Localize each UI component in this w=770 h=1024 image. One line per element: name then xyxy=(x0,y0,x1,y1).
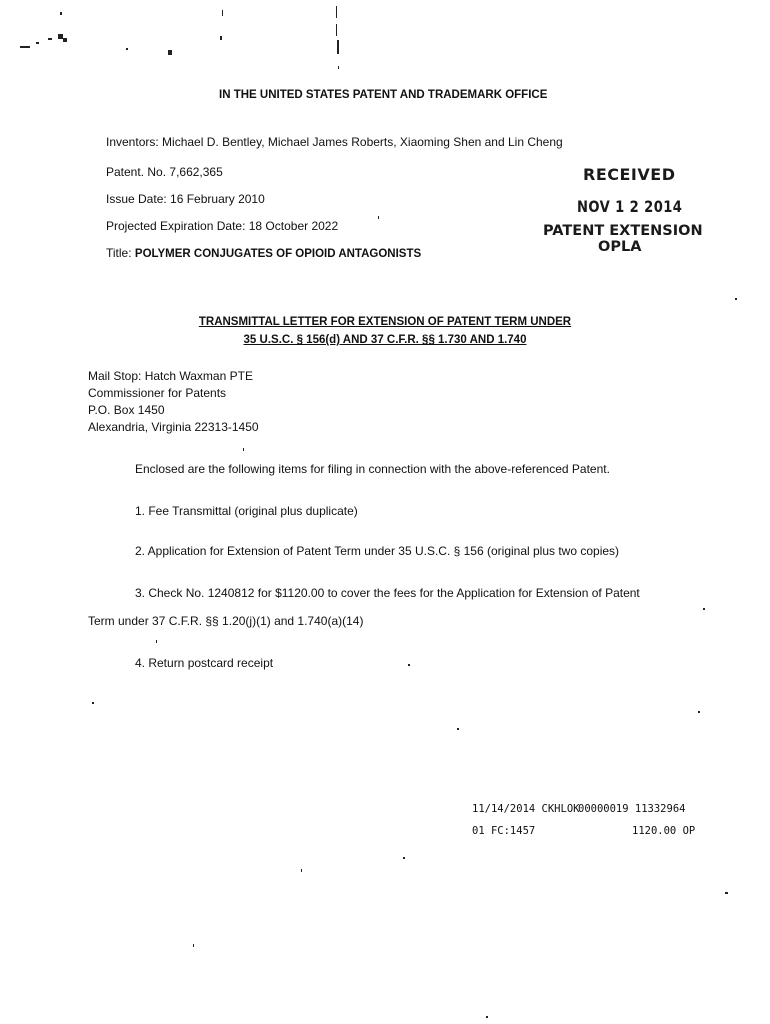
receipt-amount: 1120.00 OP xyxy=(632,825,696,837)
list-item-4: 4. Return postcard receipt xyxy=(135,656,274,670)
mailing-address xyxy=(88,368,259,436)
expiration-date-line xyxy=(106,219,338,233)
transmittal-heading-line2: 35 U.S.C. § 156(d) AND 37 C.F.R. §§ 1.730 AND 1.740 xyxy=(243,334,527,346)
issue-date-line xyxy=(106,192,265,206)
address-line: Mail Stop: Hatch Waxman PTE xyxy=(88,369,253,383)
issue-date-value: 16 February 2010 xyxy=(170,192,265,206)
inventors-value: Michael D. Bentley, Michael James Roberts, Xiaoming Shen and Lin Cheng xyxy=(162,135,563,149)
stamp-received: RECEIVED xyxy=(583,165,676,184)
office-header: IN THE UNITED STATES PATENT AND TRADEMARK OFFICE xyxy=(219,89,548,101)
intro-paragraph: Enclosed are the following items for filing in connection with the above-referenced Patent. xyxy=(135,462,610,476)
list-item-1: 1. Fee Transmittal (original plus duplicate) xyxy=(135,504,358,518)
title-line xyxy=(106,246,421,260)
list-item-2: 2. Application for Extension of Patent Term under 35 U.S.C. § 156 (original plus two copies) xyxy=(135,544,620,558)
inventors-label: Inventors: xyxy=(106,135,159,149)
expiration-date-value: 18 October 2022 xyxy=(248,219,339,233)
list-item-3: 3. Check No. 1240812 for $1120.00 to cover the fees for the Application for Extension of Patent xyxy=(135,586,640,600)
stamp-office: OPLA xyxy=(598,239,642,255)
receipt-date-code: 11/14/2014 CKHLOK xyxy=(472,803,580,815)
receipt-fee-code: 01 FC:1457 xyxy=(472,825,536,837)
expiration-date-label: Projected Expiration Date: xyxy=(106,219,246,233)
issue-date-label: Issue Date: xyxy=(106,192,167,206)
receipt-sequence: 00000019 11332964 xyxy=(578,803,686,815)
patent-number-value: 7,662,365 xyxy=(169,165,223,179)
address-line: P.O. Box 1450 xyxy=(88,403,165,417)
patent-number-label: Patent. No. xyxy=(106,165,167,179)
title-label: Title: xyxy=(106,246,132,260)
patent-number-line xyxy=(106,165,223,179)
stamp-date: NOV 1 2 2014 xyxy=(577,197,683,216)
inventors-line xyxy=(106,135,563,149)
address-line: Alexandria, Virginia 22313-1450 xyxy=(88,420,259,434)
transmittal-heading-line1: TRANSMITTAL LETTER FOR EXTENSION OF PATENT TERM UNDER xyxy=(198,316,572,328)
title-value: POLYMER CONJUGATES OF OPIOID ANTAGONISTS xyxy=(134,248,422,260)
address-line: Commissioner for Patents xyxy=(88,386,227,400)
stamp-department: PATENT EXTENSION xyxy=(543,223,703,239)
list-item-3-continued: Term under 37 C.F.R. §§ 1.20(j)(1) and 1.740(a)(14) xyxy=(88,614,364,628)
